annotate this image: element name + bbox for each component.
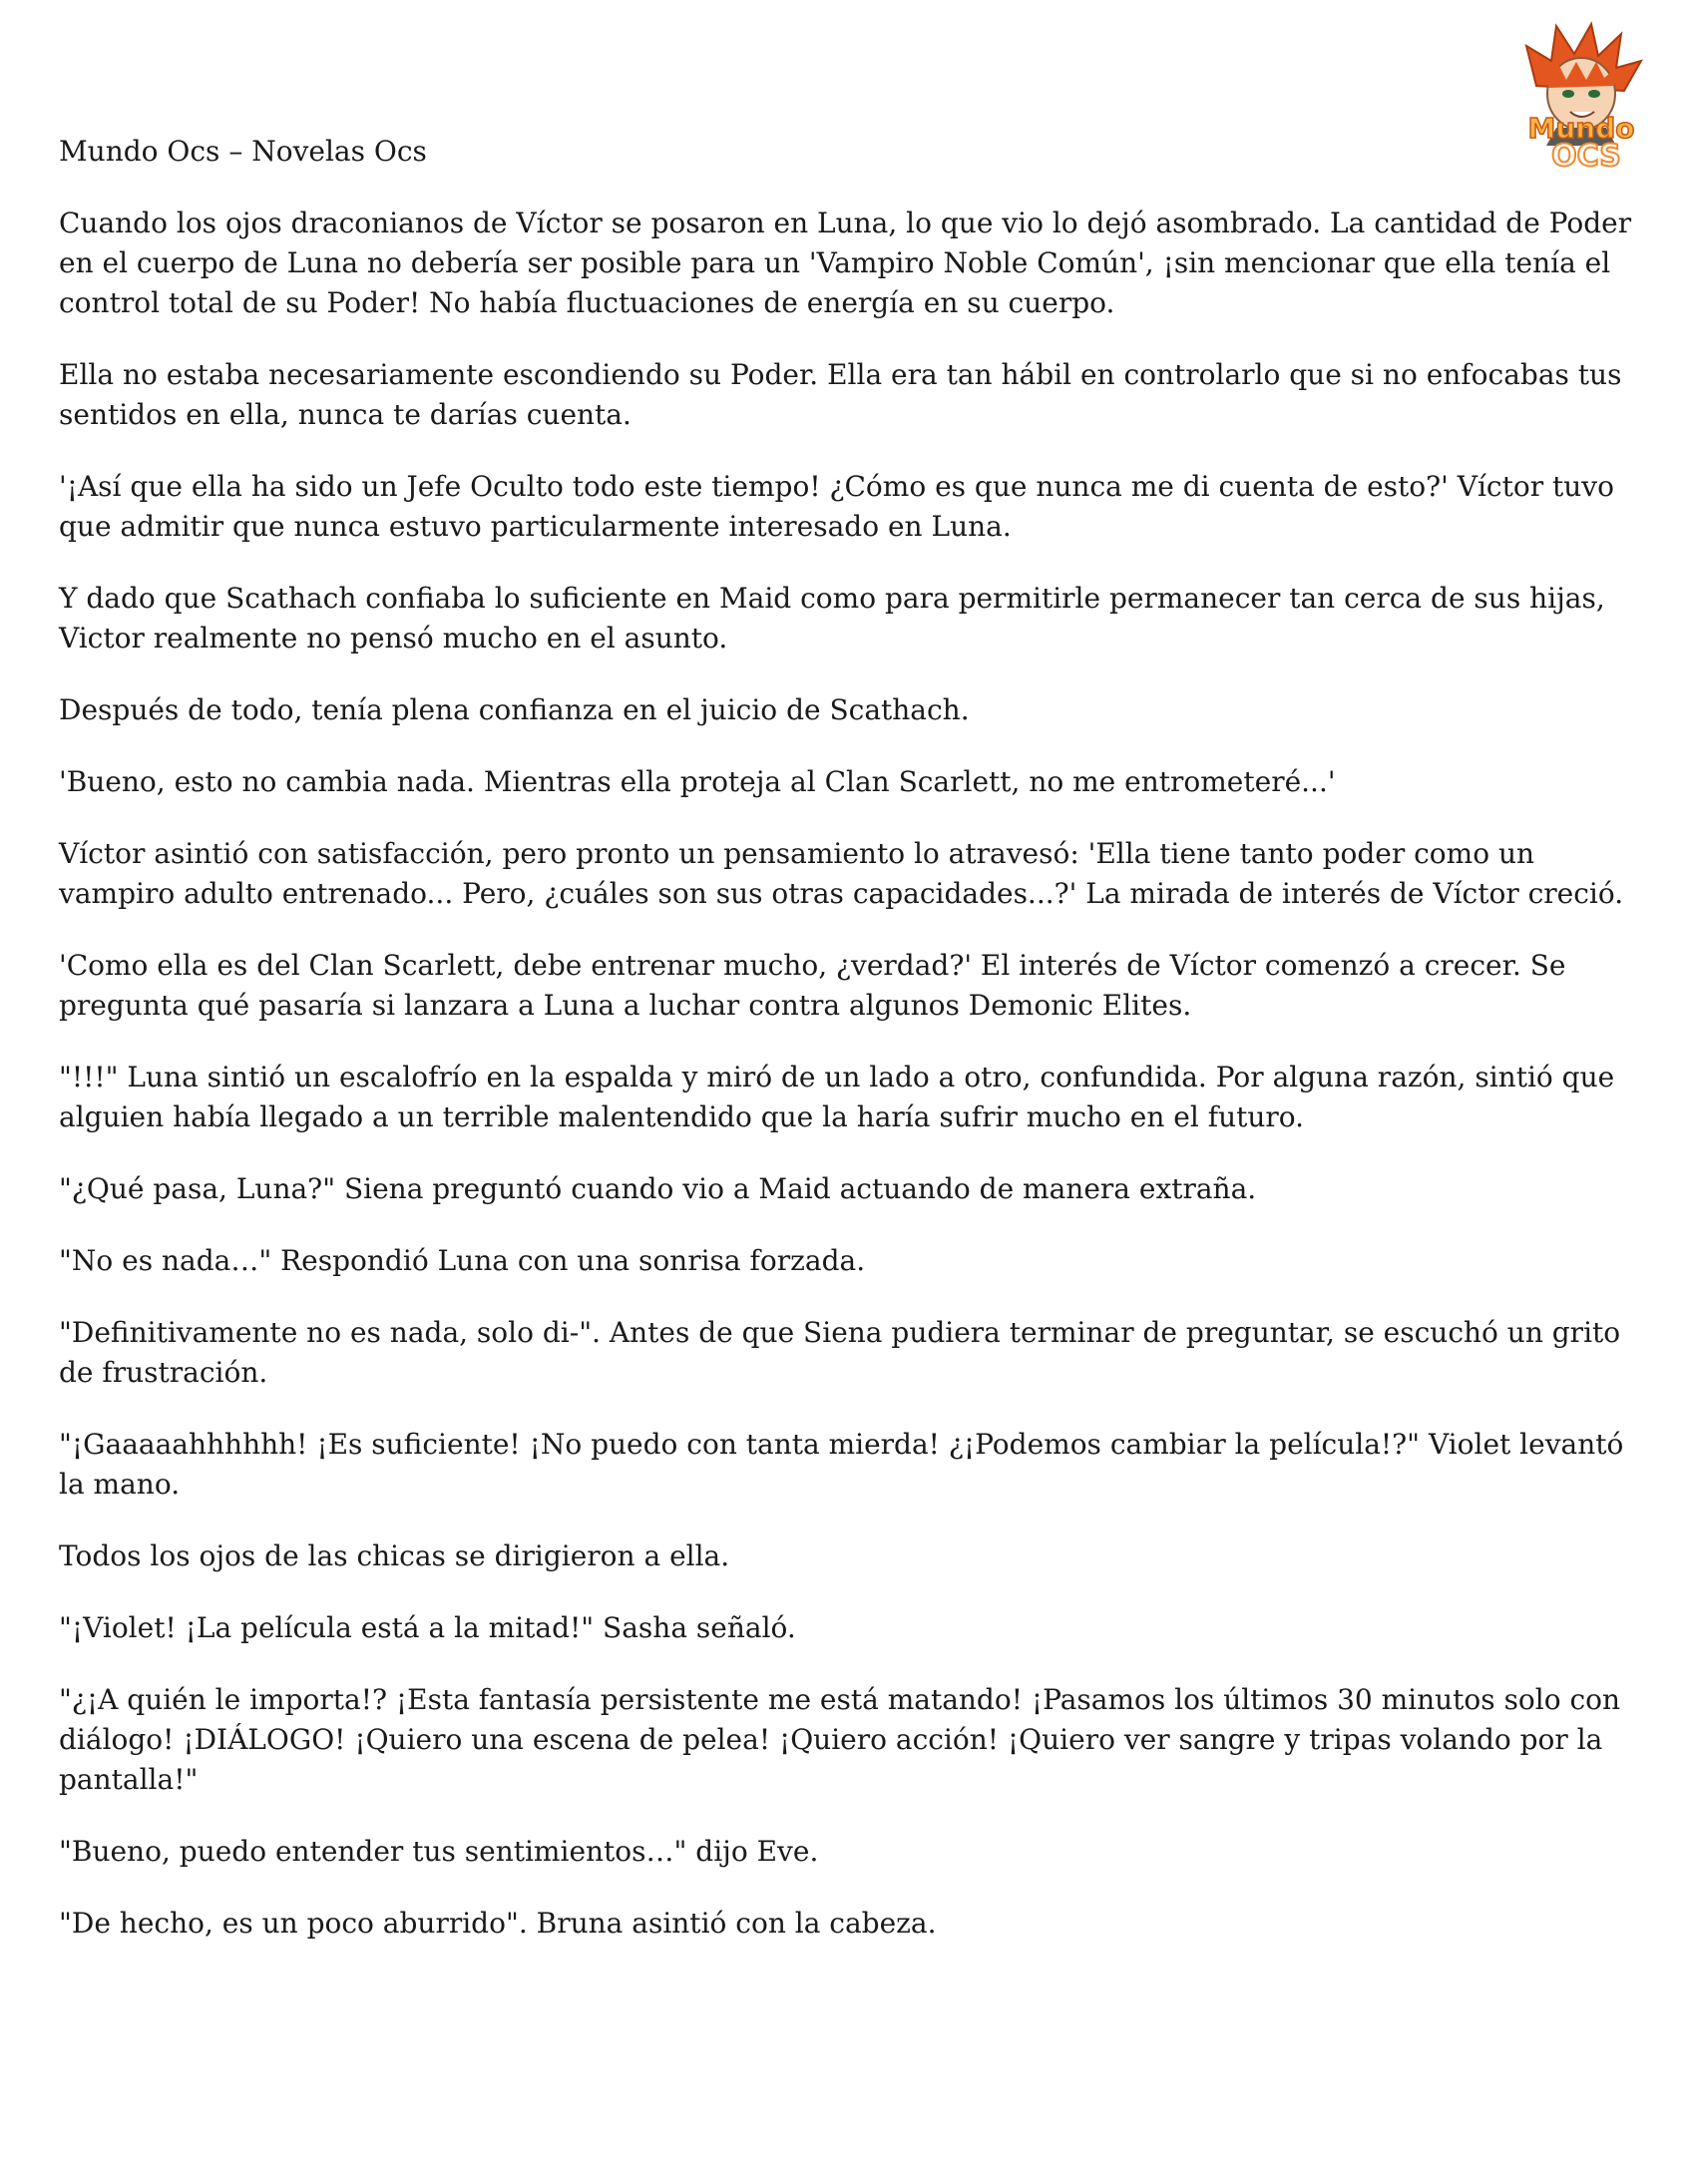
paragraph: Ella no estaba necesariamente escondiendo su Poder. Ella era tan hábil en controlarlo que si no enfocabas tus sentidos en ella, nunca te darías cuenta.: [59, 358, 1622, 431]
paragraph: "Bueno, puedo entender tus sentimientos…" dijo Eve.: [59, 1835, 819, 1868]
paragraph: "!!!" Luna sintió un escalofrío en la espalda y miró de un lado a otro, confundida. Por alguna razón, sintió que alguien había llegado a un terrible malentendido que la haría sufrir mucho en el futuro.: [59, 1061, 1615, 1133]
paragraph: "De hecho, es un poco aburrido". Bruna asintió con la cabeza.: [59, 1907, 937, 1940]
paragraph: "No es nada…" Respondió Luna con una sonrisa forzada.: [59, 1244, 866, 1277]
paragraph: "¡Gaaaaahhhhhh! ¡Es suficiente! ¡No puedo con tanta mierda! ¿¡Podemos cambiar la película!?" Violet levantó la mano.: [59, 1428, 1624, 1501]
paragraph: "¿¡A quién le importa!? ¡Esta fantasía persistente me está matando! ¡Pasamos los últimos 30 minutos solo con diálogo! ¡DIÁLOGO! ¡Quiero una escena de pelea! ¡Quiero acción! ¡Quiero ver sangre y tripas volando por la pantalla!": [59, 1683, 1621, 1796]
paragraph: Víctor asintió con satisfacción, pero pronto un pensamiento lo atravesó: 'Ella tiene tanto poder como un vampiro adulto entrenado... Pero, ¿cuáles son sus otras capacidades...?' La mirada de interés de Víctor creció.: [59, 837, 1624, 910]
header-text: Mundo Ocs – Novelas Ocs: [59, 135, 427, 168]
paragraph: '¡Así que ella ha sido un Jefe Oculto todo este tiempo! ¿Cómo es que nunca me di cuenta de esto?' Víctor tuvo que admitir que nunca estuvo particularmente interesado en Luna.: [59, 470, 1614, 543]
paragraph: 'Como ella es del Clan Scarlett, debe entrenar mucho, ¿verdad?' El interés de Víctor comenzó a crecer. Se pregunta qué pasaría si lanzara a Luna a luchar contra algunos Demonic Elites.: [59, 949, 1566, 1022]
paragraph: Y dado que Scathach confiaba lo suficiente en Maid como para permitirle permanecer tan cerca de sus hijas, Victor realmente no pensó mucho en el asunto.: [59, 582, 1605, 655]
logo-text-top: Mundo: [1527, 112, 1635, 145]
paragraph: Todos los ojos de las chicas se dirigieron a ella.: [59, 1539, 730, 1572]
paragraph: "¿Qué pasa, Luna?" Siena preguntó cuando vio a Maid actuando de manera extraña.: [59, 1172, 1257, 1205]
logo-text-bottom: OCS: [1551, 139, 1621, 174]
document-body: [59, 204, 1640, 1975]
paragraph: "¡Violet! ¡La película está a la mitad!" Sasha señaló.: [59, 1611, 796, 1644]
paragraph: Después de todo, tenía plena confianza en el juicio de Scathach.: [59, 693, 970, 726]
paragraph: "Definitivamente no es nada, solo di-". Antes de que Siena pudiera terminar de preguntar, se escuchó un grito de frustración.: [59, 1316, 1621, 1389]
red-haired-character-logo-icon: [1496, 16, 1666, 176]
paragraph: 'Bueno, esto no cambia nada. Mientras ella proteja al Clan Scarlett, no me entrometeré...': [59, 765, 1336, 798]
paragraph: Cuando los ojos draconianos de Víctor se posaron en Luna, lo que vio lo dejó asombrado. La cantidad de Poder en el cuerpo de Luna no debería ser posible para un 'Vampiro Noble Común', ¡sin mencionar que ella tenía el control total de su Poder! No había fluctuaciones de energía en su cuerpo.: [59, 207, 1632, 319]
